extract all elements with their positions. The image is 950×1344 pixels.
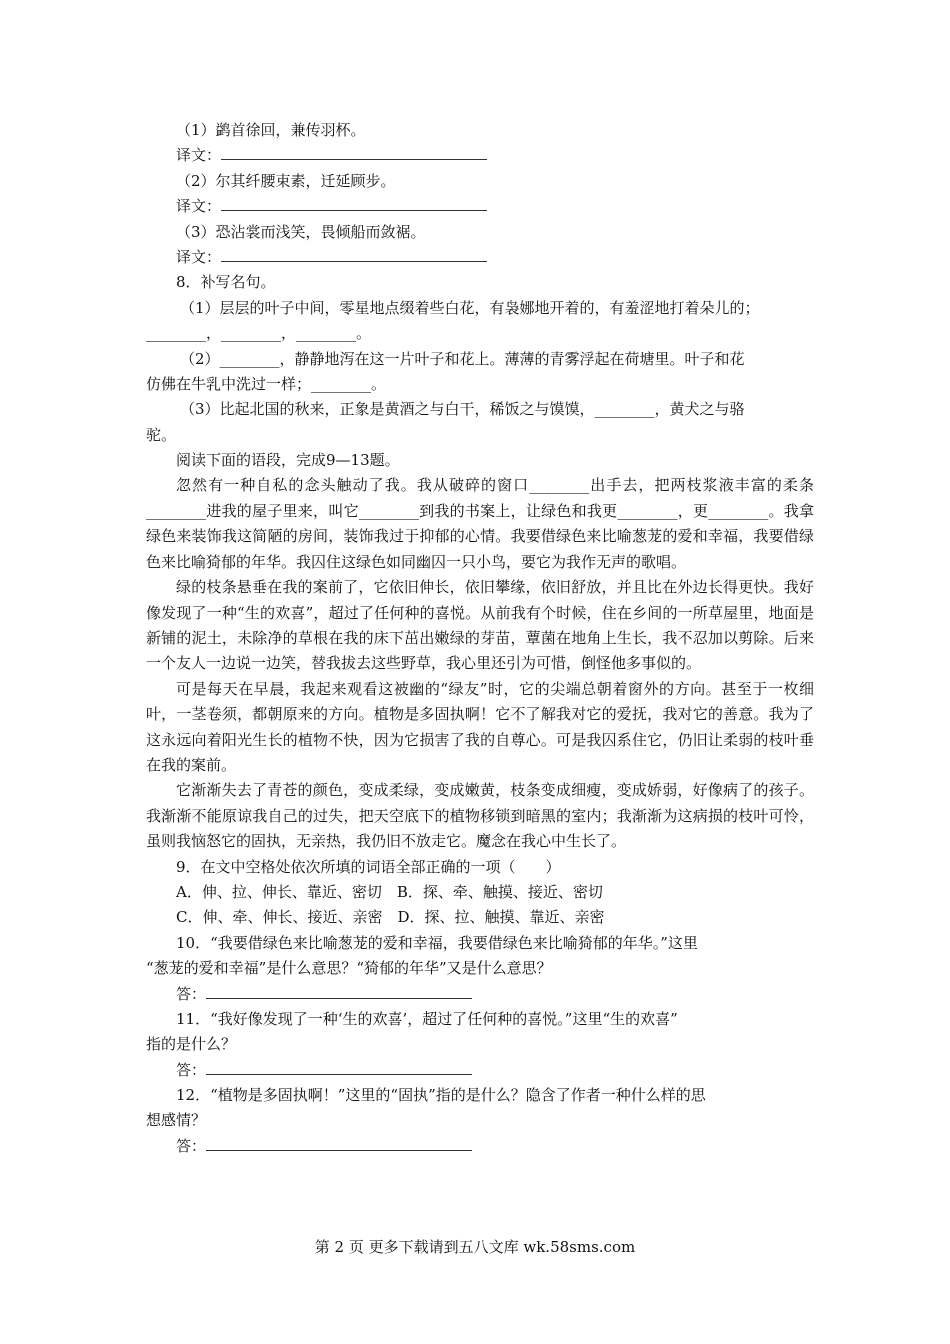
reading-paragraph-3: 可是每天在早晨，我起来观看这被幽的“绿友”时，它的尖端总朝着窗外的方向。甚至于一枚细叶，一茎卷须，都朝原来的方向。植物是多固执啊！它不了解我对它的爱抚，我对它的善意。我为了这永远向着阳光生长的植物不快，因为它损害了我的自尊心。可是我囚系住它，仍旧让柔弱的枝叶垂在我的案前。 (146, 679, 814, 774)
answer-blank[interactable] (221, 247, 487, 262)
answer-label: 答： (176, 1136, 207, 1155)
q7-sentence-1: （1）鹢首徐回，兼传羽杯。 (176, 121, 366, 139)
reading-intro: 阅读下面的语段，完成9—13题。 (176, 451, 400, 470)
answer-label: 答： (176, 1060, 207, 1079)
q12-answer-line (146, 1134, 814, 1159)
q8-sentence-1b: ________，________，________。 (146, 324, 372, 343)
answer-blank[interactable] (221, 145, 487, 160)
translation-label: 译文： (176, 247, 222, 266)
q8-sentence-3a: （3）比起北国的秋来，正象是黄酒之与白干，稀饭之与馍馍，________，黄犬之与骆 (180, 400, 745, 419)
answer-blank[interactable] (206, 1136, 472, 1151)
translation-line-3 (146, 245, 814, 270)
answer-blank[interactable] (206, 1060, 472, 1075)
q8-sentence-1a: （1）层层的叶子中间，零星地点缀着些白花，有袅娜地开着的，有羞涩地打着朵儿的； (180, 298, 760, 317)
q11-line-2: 指的是什么？ (146, 1035, 237, 1054)
translation-line-1 (146, 143, 814, 168)
q9-options-ab: A．伸、拉、伸长、靠近、密切 B．探、牵、触摸、接近、密切 (176, 882, 603, 901)
answer-label: 答： (176, 984, 207, 1003)
q12-line-1: 12．“植物是多固执啊！”这里的“固执”指的是什么？隐含了作者一种什么样的思 (176, 1086, 706, 1105)
q10-line-1: 10．“我要借绿色来比喻葱茏的爱和幸福，我要借绿色来比喻猗郁的年华。”这里 (176, 933, 698, 952)
q7-sentence-3: （3）恐沾裳而浅笑，畏倾船而敛裾。 (176, 222, 426, 241)
answer-blank[interactable] (206, 984, 472, 999)
reading-paragraph-4: 它渐渐失去了青苍的颜色，变成柔绿，变成嫩黄，枝条变成细瘦，变成娇弱，好像病了的孩子。我渐渐不能原谅我自己的过失，把天空底下的植物移锁到暗黑的室内；我渐渐为这病损的枝叶可怜，虽则我恼怒它的固执，无亲热，我仍旧不放走它。魔念在我心中生长了。 (146, 781, 814, 851)
q7-sentence-2: （2）尔其纤腰束素，迁延顾步。 (176, 171, 396, 190)
translation-line-2 (146, 194, 814, 219)
q11-answer-line (146, 1058, 814, 1083)
translation-label: 译文： (176, 197, 222, 216)
reading-paragraph-2: 绿的枝条悬垂在我的案前了，它依旧伸长，依旧攀缘，依旧舒放，并且比在外边长得更快。我好像发现了一种“生的欢喜”，超过了任何种的喜悦。从前我有个时候，住在乡间的一所草屋里，地面是新铺的泥土，未除净的草根在我的床下茁出嫩绿的芽苗，蕈菌在地角上生长，我不忍加以剪除。后来一个友人一边说一边笑，替我拔去这些野草，我心里还引为可惜，倒怪他多事似的。 (146, 578, 814, 673)
q8-sentence-3b: 驼。 (146, 425, 177, 444)
q8-sentence-2b: 仿佛在牛乳中洗过一样；________。 (146, 374, 387, 393)
page-content (146, 118, 814, 1159)
q8-title: 8．补写名句。 (176, 273, 276, 292)
reading-paragraph-1: 忽然有一种自私的念头触动了我。我从破碎的窗口________出手去，把两枝浆液丰富的柔条________进我的屋子里来，叫它________到我的书案上，让绿色和我更________，更________。我拿绿色来装饰我这简陋的房间，装饰我过于抑郁的心情。我要借绿色来比喻葱茏的爱和幸福，我要借绿色来比喻猗郁的年华。我囚住这绿色如同幽囚一只小鸟，要它为我作无声的歌唱。 (146, 476, 814, 571)
page-footer: 第 2 页 更多下载请到五八文库 wk.58sms.com (314, 1238, 636, 1256)
answer-blank[interactable] (221, 196, 487, 211)
q12-line-2: 想感情？ (146, 1111, 207, 1130)
q10-line-2: “葱茏的爱和幸福”是什么意思？“猗郁的年华”又是什么意思？ (146, 959, 552, 978)
q9-stem: 9．在文中空格处依次所填的词语全部正确的一项（ ） (176, 857, 561, 876)
q9-options-cd: C．伸、牵、伸长、接近、亲密 D．探、拉、触摸、靠近、亲密 (176, 908, 605, 927)
q10-answer-line (146, 982, 814, 1007)
translation-label: 译文： (176, 146, 222, 165)
q11-line-1: 11．“我好像发现了一种‘生的欢喜’，超过了任何种的喜悦。”这里“生的欢喜” (176, 1009, 678, 1028)
q8-sentence-2a: （2）________，静静地泻在这一片叶子和花上。薄薄的青雾浮起在荷塘里。叶子和花 (180, 349, 745, 368)
